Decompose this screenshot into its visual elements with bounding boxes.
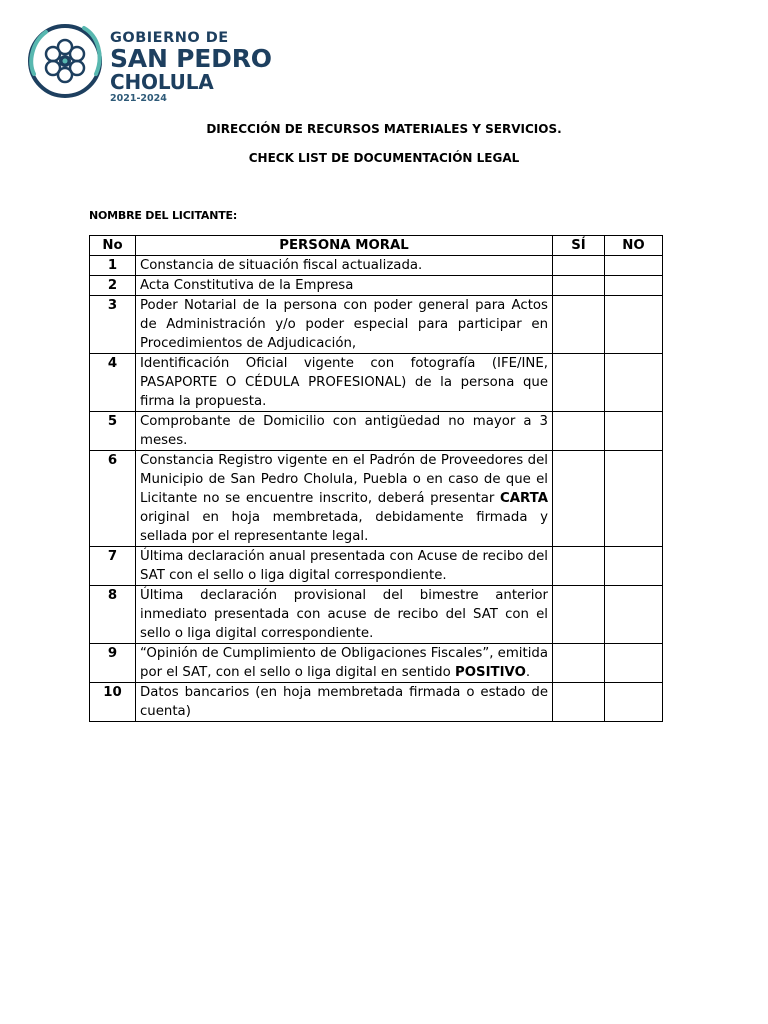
table-row [90,586,663,644]
row-number: 2 [90,276,136,296]
no-checkbox-cell[interactable] [605,644,663,683]
row-description [136,644,553,683]
row-description-part: “Opinión de Cumplimiento de Obligaciones Fiscales”, emitida por el SAT, con el sello o liga digital en sentido [140,646,548,680]
row-description: Poder Notarial de la persona con poder general para Actos de Administración y/o poder especial para participar en Procedimientos de Adjudicación, [136,296,553,354]
row-number: 1 [90,256,136,276]
no-checkbox-cell[interactable] [605,296,663,354]
no-checkbox-cell[interactable] [605,586,663,644]
row-number: 5 [90,412,136,451]
table-row [90,412,663,451]
si-checkbox-cell[interactable] [553,354,605,412]
si-checkbox-cell[interactable] [553,586,605,644]
row-description: Última declaración anual presentada con Acuse de recibo del SAT con el sello o liga digital correspondiente. [136,547,553,586]
row-description-emphasis: CARTA [499,491,548,506]
row-number: 10 [90,683,136,722]
si-checkbox-cell[interactable] [553,412,605,451]
logo-line-cholula: CHOLULA [110,70,214,94]
document-subtitle: CHECK LIST DE DOCUMENTACIÓN LEGAL [248,151,520,165]
row-number: 4 [90,354,136,412]
column-header-si: SÍ [553,236,605,256]
row-description: Constancia de situación fiscal actualizada. [136,256,553,276]
flower-emblem-icon [26,22,104,100]
si-checkbox-cell[interactable] [553,547,605,586]
licitante-label: NOMBRE DEL LICITANTE: [89,209,238,222]
no-checkbox-cell[interactable] [605,256,663,276]
no-checkbox-cell[interactable] [605,354,663,412]
row-description-emphasis: POSITIVO [454,665,526,680]
si-checkbox-cell[interactable] [553,683,605,722]
table-row [90,354,663,412]
no-checkbox-cell[interactable] [605,547,663,586]
no-checkbox-cell[interactable] [605,276,663,296]
no-checkbox-cell[interactable] [605,683,663,722]
municipality-logo [26,22,286,110]
row-description: Identificación Oficial vigente con fotografía (IFE/INE, PASAPORTE O CÉDULA PROFESIONAL) de la persona que firma la propuesta. [136,354,553,412]
table-row [90,547,663,586]
table-row [90,644,663,683]
row-number: 7 [90,547,136,586]
row-number: 3 [90,296,136,354]
document-title: DIRECCIÓN DE RECURSOS MATERIALES Y SERVICIOS. [206,122,562,136]
row-description: Datos bancarios (en hoja membretada firmada o estado de cuenta) [136,683,553,722]
row-description-part: . [525,665,531,680]
row-description: Comprobante de Domicilio con antigüedad no mayor a 3 meses. [136,412,553,451]
row-number: 6 [90,451,136,547]
column-header-no: No [90,236,136,256]
row-number: 8 [90,586,136,644]
row-description-part: original en hoja membretada, debidamente firmada y sellada por el representante legal. [140,510,548,544]
logo-line-san-pedro: SAN PEDRO [110,44,272,73]
si-checkbox-cell[interactable] [553,256,605,276]
table-row [90,276,663,296]
row-description-part: Constancia Registro vigente en el Padrón de Proveedores del Municipio de San Pedro Cholula, Puebla o en caso de que el Licitante no se encuentre inscrito, deberá presentar [140,453,548,506]
si-checkbox-cell[interactable] [553,451,605,547]
column-header-no-answer: NO [605,236,663,256]
table-row [90,256,663,276]
logo-line-gobierno: GOBIERNO DE [110,30,229,46]
row-description: Acta Constitutiva de la Empresa [136,276,553,296]
logo-wordmark [110,30,272,106]
row-number: 9 [90,644,136,683]
table-row [90,296,663,354]
row-description: Última declaración provisional del bimestre anterior inmediato presentada con acuse de recibo del SAT con el sello o liga digital correspondiente. [136,586,553,644]
no-checkbox-cell[interactable] [605,451,663,547]
no-checkbox-cell[interactable] [605,412,663,451]
checklist-table [89,235,663,722]
si-checkbox-cell[interactable] [553,644,605,683]
table-row [90,451,663,547]
table-header-row [90,236,663,256]
column-header-persona-moral: PERSONA MORAL [136,236,553,256]
si-checkbox-cell[interactable] [553,276,605,296]
si-checkbox-cell[interactable] [553,296,605,354]
row-description [136,451,553,547]
table-row [90,683,663,722]
logo-line-period: 2021-2024 [110,93,167,104]
